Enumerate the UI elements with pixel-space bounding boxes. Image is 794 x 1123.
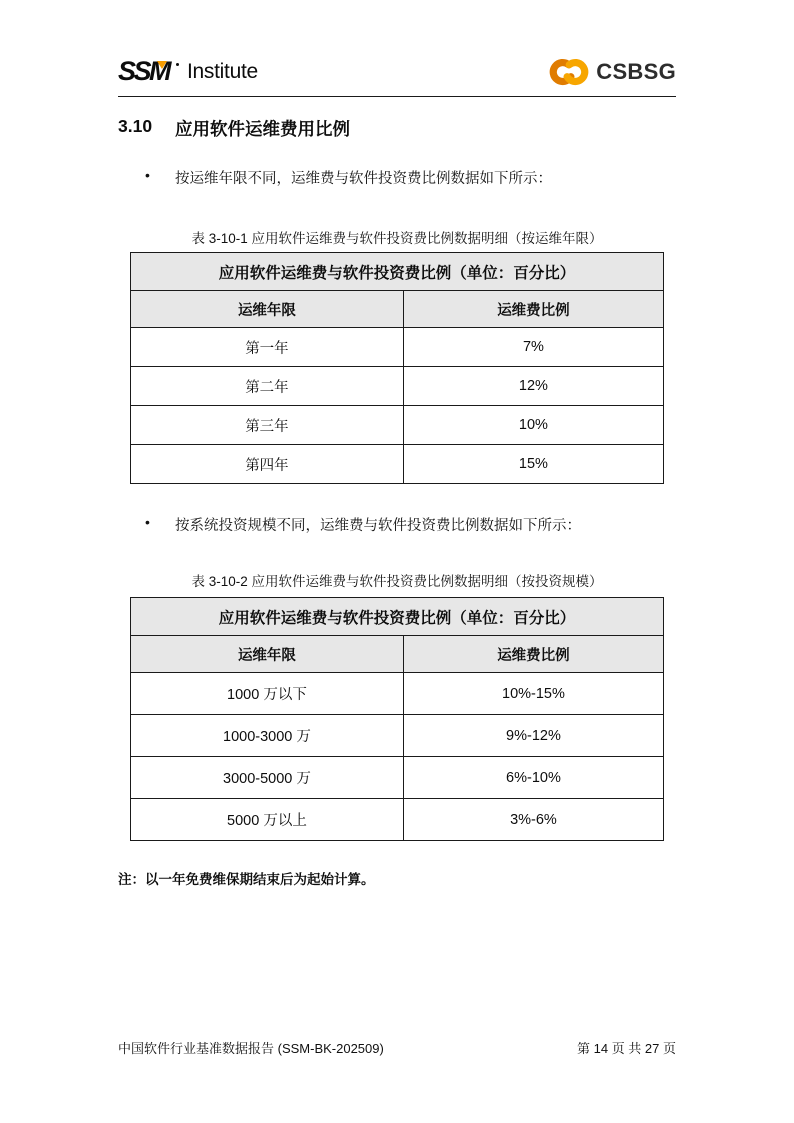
ssm-institute-logo [118, 58, 258, 85]
table-title-cell: 应用软件运维费与软件投资费比例（单位：百分比） [131, 253, 664, 291]
table-title-cell: 应用软件运维费与软件投资费比例（单位：百分比） [131, 598, 664, 636]
table-cell: 9%-12% [403, 715, 663, 757]
section-heading [118, 116, 676, 141]
bullet-item-by-year [118, 167, 718, 188]
table-row [131, 328, 664, 367]
bullet-icon: • [145, 167, 150, 183]
table-row [131, 367, 664, 406]
ssm-wordmark-text: SSM [118, 56, 170, 86]
table-header-row [131, 291, 664, 328]
table-cell: 5000 万以上 [131, 799, 404, 841]
column-header: 运维年限 [131, 636, 404, 673]
page-footer [118, 1038, 676, 1057]
table-row [131, 757, 664, 799]
column-header: 运维年限 [131, 291, 404, 328]
ssm-trademark-dot-icon [176, 63, 179, 66]
table-cell: 15% [403, 445, 663, 484]
table-cell: 6%-10% [403, 757, 663, 799]
footnote: 注：以一年免费维保期结束后为起始计算。 [118, 872, 375, 887]
csbsg-label: CSBSG [596, 58, 676, 84]
bullet-text: 按系统投资规模不同，运维费与软件投资费比例数据如下所示： [175, 518, 581, 534]
table-cell: 12% [403, 367, 663, 406]
csbsg-logo [549, 54, 676, 90]
table-row [131, 673, 664, 715]
table-row [131, 445, 664, 484]
table-row [131, 715, 664, 757]
table-cell: 第一年 [131, 328, 404, 367]
table-cell: 1000 万以下 [131, 673, 404, 715]
table-title-row [131, 253, 664, 291]
ssm-wordmark [118, 58, 174, 85]
table-cell: 3000-5000 万 [131, 757, 404, 799]
table-caption-2: 表 3-10-2 应用软件运维费与软件投资费比例数据明细（按投资规模） [191, 574, 603, 589]
csbsg-rings-icon [549, 54, 589, 90]
table-cell: 第二年 [131, 367, 404, 406]
table-cell: 10% [403, 406, 663, 445]
table-title-row [131, 598, 664, 636]
section-number: 3.10 [118, 116, 153, 136]
ssm-institute-label: Institute [187, 59, 258, 83]
column-header: 运维费比例 [403, 291, 663, 328]
table-maintenance-by-year [130, 252, 664, 484]
table-cell: 3%-6% [403, 799, 663, 841]
table-maintenance-by-investment [130, 597, 664, 841]
bullet-item-by-investment [118, 514, 718, 535]
table-caption-1: 表 3-10-1 应用软件运维费与软件投资费比例数据明细（按运维年限） [191, 231, 603, 246]
table-header-row [131, 636, 664, 673]
footer-report-id: 中国软件行业基准数据报告 (SSM-BK-202509) [118, 1041, 384, 1056]
section-title: 应用软件运维费用比例 [175, 119, 350, 139]
table-cell: 7% [403, 328, 663, 367]
bullet-text: 按运维年限不同，运维费与软件投资费比例数据如下所示： [175, 171, 552, 187]
table-cell: 10%-15% [403, 673, 663, 715]
ssm-triangle-icon [157, 61, 167, 69]
bullet-icon: • [145, 514, 150, 530]
column-header: 运维费比例 [403, 636, 663, 673]
table-cell: 第四年 [131, 445, 404, 484]
page-header [118, 54, 676, 97]
table-cell: 第三年 [131, 406, 404, 445]
table-row [131, 406, 664, 445]
footer-page-number: 第 14 页 共 27 页 [577, 1041, 676, 1056]
table-row [131, 799, 664, 841]
table-cell: 1000-3000 万 [131, 715, 404, 757]
